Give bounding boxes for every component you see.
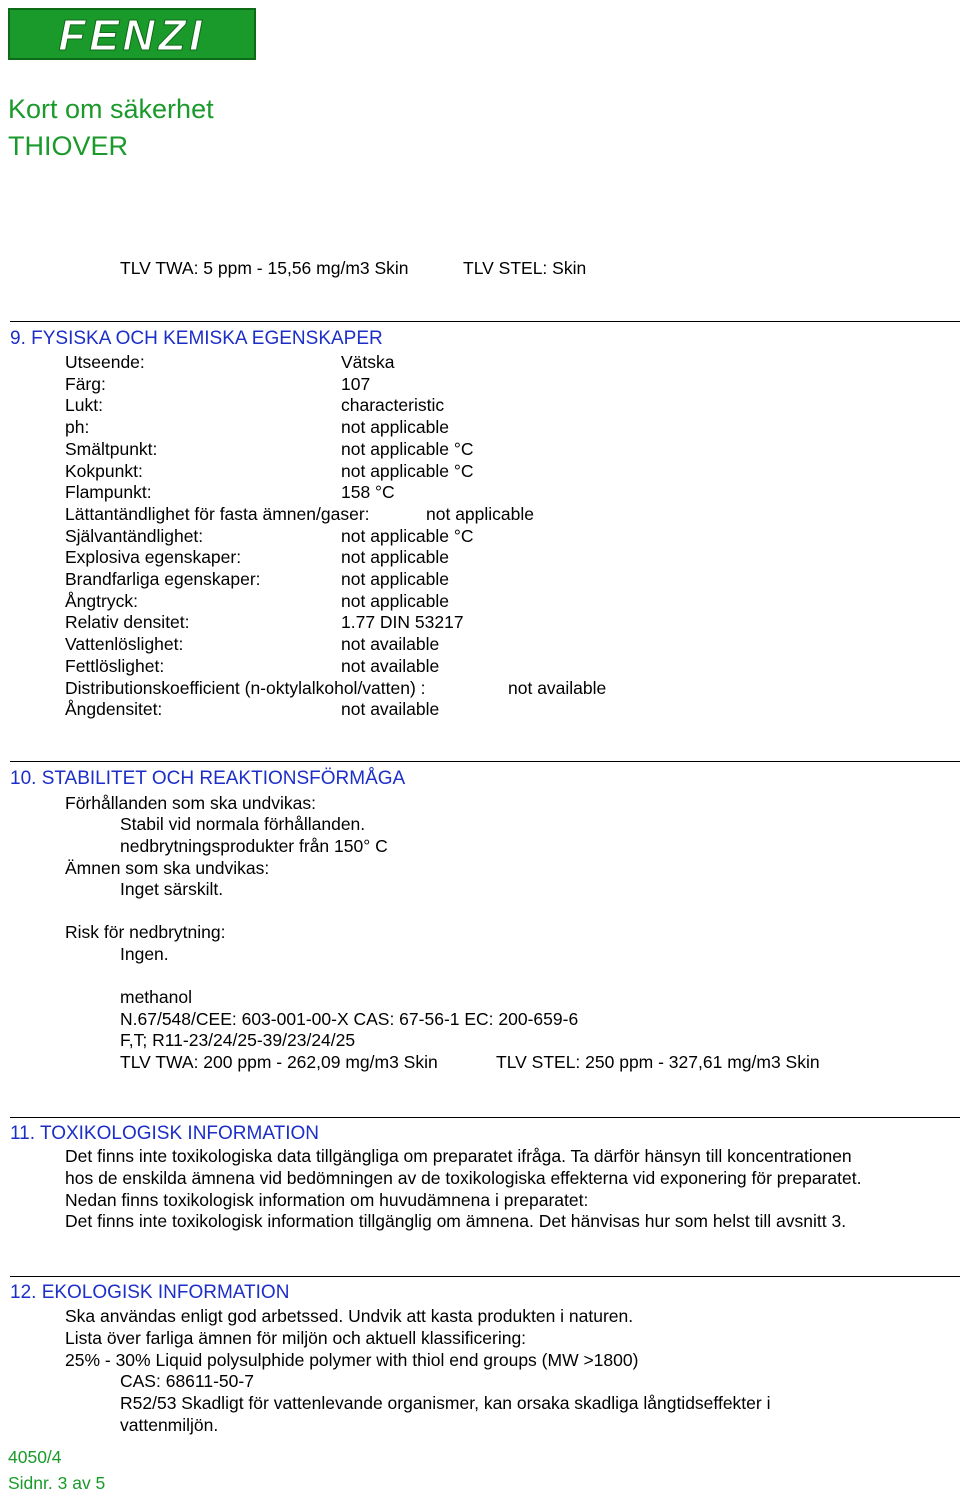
substance-ids: N.67/548/CEE: 603-001-00-X CAS: 67-56-1 EC: 200-659-6 [120,1009,579,1029]
header-tlv-stel: TLV STEL: Skin [463,258,587,278]
section-12-title: 12. EKOLOGISK INFORMATION [10,1282,290,1303]
property-value: not applicable [341,569,449,589]
footer-doc-number: 4050/4 [8,1447,62,1467]
toxicology-line: Det finns inte toxikologiska data tillgängliga om preparatet ifråga. Ta därför hänsyn till koncentrationen [65,1146,852,1166]
risk-label: Risk för nedbrytning: [65,922,226,942]
property-label: Vattenlöslighet: [65,634,184,654]
property-label: Distributionskoefficient (n-oktylalkohol/vatten) : [65,678,426,698]
ecology-cas: CAS: 68611-50-7 [120,1371,254,1391]
document-title: Kort om säkerhet [8,94,214,124]
header-tlv-twa: TLV TWA: 5 ppm - 15,56 mg/m3 Skin [120,258,409,278]
section-11-rule [10,1117,960,1118]
section-12-rule [10,1276,960,1277]
substance-r-phrases: F,T; R11-23/24/25-39/23/24/25 [120,1030,356,1050]
ecology-line-1: Ska användas enligt god arbetssed. Undvik att kasta produkten i naturen. [65,1306,634,1326]
substance-tlv-twa: TLV TWA: 200 ppm - 262,09 mg/m3 Skin [120,1052,438,1072]
property-label: Flampunkt: [65,482,152,502]
property-label: Utseende: [65,352,145,372]
property-label: Lukt: [65,395,103,415]
property-value: not available [341,634,440,654]
substance-tlv-stel: TLV STEL: 250 ppm - 327,61 mg/m3 Skin [496,1052,820,1072]
risk-value: Ingen. [120,944,169,964]
property-label: ph: [65,417,90,437]
toxicology-line: Det finns inte toxikologisk information tillgänglig om ämnena. Det hänvisas hur som helst till avsnitt 3. [65,1211,847,1231]
section-10-rule [10,761,960,762]
property-value: not applicable °C [341,526,474,546]
svg-text:FENZI: FENZI [58,11,206,58]
conditions-value-1: Stabil vid normala förhållanden. [120,814,366,834]
property-value: not applicable [426,504,534,524]
conditions-value-2: nedbrytningsprodukter från 150° C [120,836,388,856]
ecology-r-line-1: R52/53 Skadligt för vattenlevande organismer, kan orsaka skadliga långtidseffekter i [120,1393,771,1413]
fenzi-logo [8,8,256,60]
property-label: Lättantändlighet för fasta ämnen/gaser: [65,504,370,524]
property-value: not applicable [341,417,449,437]
property-value: not available [508,678,607,698]
property-label: Explosiva egenskaper: [65,547,242,567]
property-value: 158 °C [341,482,395,502]
property-label: Relativ densitet: [65,612,190,632]
property-label: Ångtryck: [65,591,138,611]
property-value: 107 [341,374,371,394]
property-value: Vätska [341,352,395,372]
materials-label: Ämnen som ska undvikas: [65,858,270,878]
ecology-substance: 25% - 30% Liquid polysulphide polymer with thiol end groups (MW >1800) [65,1350,639,1370]
property-value: characteristic [341,395,445,415]
conditions-label: Förhållanden som ska undvikas: [65,793,316,813]
property-value: not applicable °C [341,461,474,481]
product-name: THIOVER [8,131,129,161]
property-label: Färg: [65,374,106,394]
property-value: not available [341,656,440,676]
substance-name: methanol [120,987,192,1007]
materials-value: Inget särskilt. [120,879,224,899]
property-label: Brandfarliga egenskaper: [65,569,261,589]
property-value: 1.77 DIN 53217 [341,612,464,632]
property-label: Kokpunkt: [65,461,143,481]
property-value: not applicable [341,547,449,567]
property-value: not available [341,699,440,719]
property-label: Smältpunkt: [65,439,158,459]
toxicology-line: hos de enskilda ämnena vid bedömningen av de toxikologiska effekterna vid exponering för preparatet. [65,1168,862,1188]
section-9-title: 9. FYSISKA OCH KEMISKA EGENSKAPER [10,328,383,349]
property-label: Ångdensitet: [65,699,163,719]
footer-page-number: Sidnr. 3 av 5 [8,1473,106,1493]
property-label: Självantändlighet: [65,526,204,546]
property-value: not applicable [341,591,449,611]
ecology-r-line-2: vattenmiljön. [120,1415,219,1435]
property-value: not applicable °C [341,439,474,459]
section-11-title: 11. TOXIKOLOGISK INFORMATION [10,1123,319,1144]
section-9-rule [10,321,960,322]
ecology-line-2: Lista över farliga ämnen för miljön och aktuell klassificering: [65,1328,527,1348]
section-10-title: 10. STABILITET OCH REAKTIONSFÖRMÅGA [10,768,406,789]
property-label: Fettlöslighet: [65,656,165,676]
toxicology-line: Nedan finns toxikologisk information om huvudämnena i preparatet: [65,1190,589,1210]
